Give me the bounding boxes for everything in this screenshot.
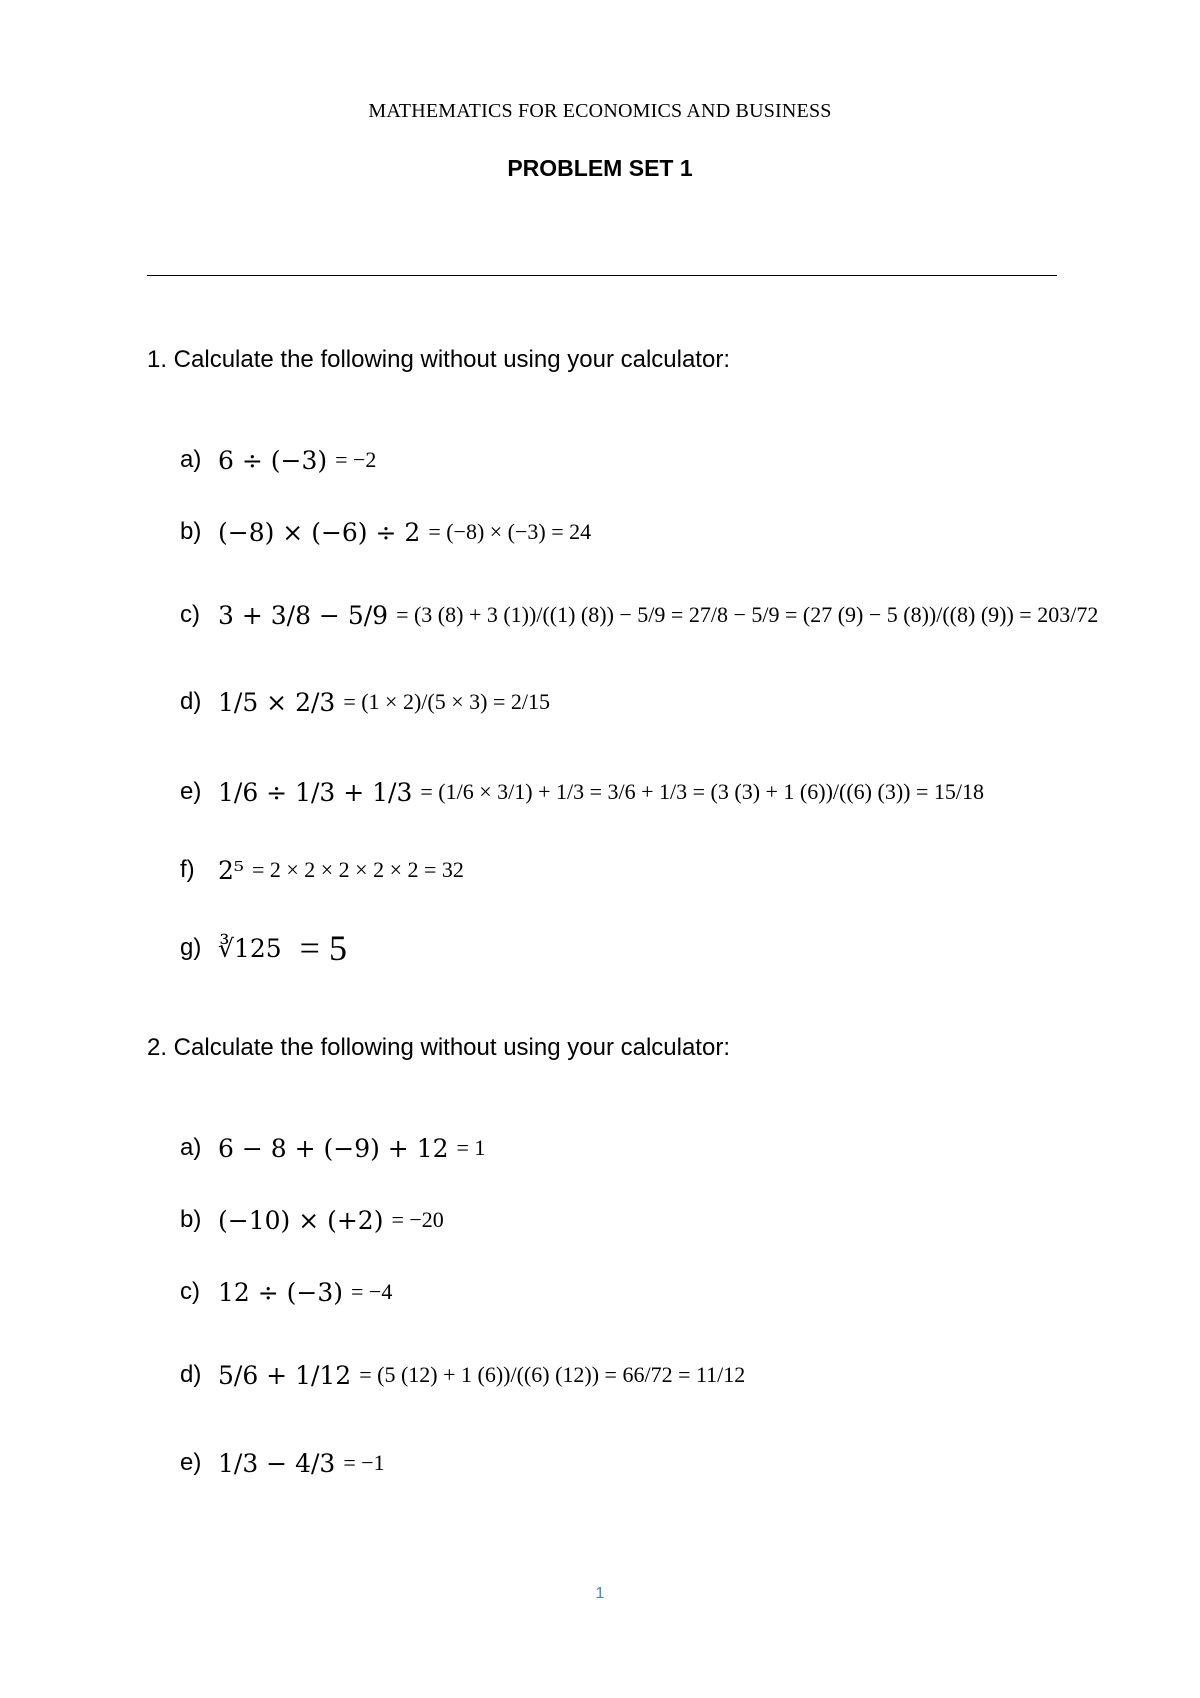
question-1-item-f xyxy=(180,840,464,900)
item-expression: 1/3 − 4/3 xyxy=(218,1448,336,1478)
item-answer: = −20 xyxy=(391,1207,444,1232)
question-2-item-c xyxy=(180,1262,392,1322)
item-label: f) xyxy=(180,856,195,883)
item-answer: = (3 (8) + 3 (1))/((1) (8)) − 5/9 = 27/8 − 5/9 = (27 (9) − 5 (8))/((8) (9)) = 203/72 xyxy=(396,602,1099,627)
item-expression: 6 ÷ (−3) xyxy=(218,445,328,475)
item-expression: ∛125 xyxy=(218,933,282,963)
item-label: b) xyxy=(180,518,202,545)
item-expression: (−8) × (−6) ÷ 2 xyxy=(218,517,421,547)
item-answer: = (1/6 × 3/1) + 1/3 = 3/6 + 1/3 = (3 (3) + 1 (6))/((6) (3)) = 15/18 xyxy=(420,779,985,804)
item-expression: (−10) × (+2) xyxy=(218,1205,384,1235)
page-number: 1 xyxy=(595,1585,605,1602)
item-label: a) xyxy=(180,1134,202,1161)
item-label: e) xyxy=(180,1449,202,1476)
item-answer: = −2 xyxy=(335,447,377,472)
item-label: d) xyxy=(180,688,202,715)
item-expression: 5/6 + 1/12 xyxy=(218,1360,352,1390)
question-2-item-a xyxy=(180,1118,485,1178)
item-label: a) xyxy=(180,446,202,473)
question-1-item-a xyxy=(180,430,376,490)
item-expression: 6 − 8 + (−9) + 12 xyxy=(218,1133,449,1163)
item-answer: = 1 xyxy=(456,1135,486,1160)
item-expression: 1/6 ÷ 1/3 + 1/3 xyxy=(218,777,413,807)
course-header: MATHEMATICS FOR ECONOMICS AND BUSINESS xyxy=(368,100,832,122)
item-label: b) xyxy=(180,1206,202,1233)
item-answer: = 2 × 2 × 2 × 2 × 2 = 32 xyxy=(251,857,464,882)
question-1-item-g xyxy=(180,918,347,978)
item-answer: = 5 xyxy=(299,928,347,968)
item-answer: = (5 (12) + 1 (6))/((6) (12)) = 66/72 = 11/12 xyxy=(359,1362,746,1387)
page-title: PROBLEM SET 1 xyxy=(507,155,693,181)
question-1-item-b xyxy=(180,502,591,562)
question-1-item-c xyxy=(180,585,1098,645)
item-expression: 2⁵ xyxy=(218,855,244,885)
item-answer: = (−8) × (−3) = 24 xyxy=(428,519,592,544)
horizontal-divider xyxy=(147,275,1057,276)
item-expression: 1/5 × 2/3 xyxy=(218,687,336,717)
item-expression: 12 ÷ (−3) xyxy=(218,1277,344,1307)
item-label: d) xyxy=(180,1361,202,1388)
question-2-heading: 2. Calculate the following without using your calculator: xyxy=(147,1034,730,1061)
question-1-item-d xyxy=(180,672,550,732)
item-answer: = −1 xyxy=(343,1450,385,1475)
item-label: e) xyxy=(180,778,202,805)
item-label: g) xyxy=(180,934,202,961)
question-2-item-e xyxy=(180,1433,385,1493)
question-2-item-b xyxy=(180,1190,444,1250)
question-1-heading: 1. Calculate the following without using your calculator: xyxy=(147,346,730,373)
item-label: c) xyxy=(180,1278,200,1305)
item-answer: = (1 × 2)/(5 × 3) = 2/15 xyxy=(343,689,550,714)
item-answer: = −4 xyxy=(351,1279,393,1304)
question-1-item-e xyxy=(180,762,984,822)
question-2-item-d xyxy=(180,1345,745,1405)
item-expression: 3 + 3/8 − 5/9 xyxy=(218,600,389,630)
item-label: c) xyxy=(180,601,200,628)
